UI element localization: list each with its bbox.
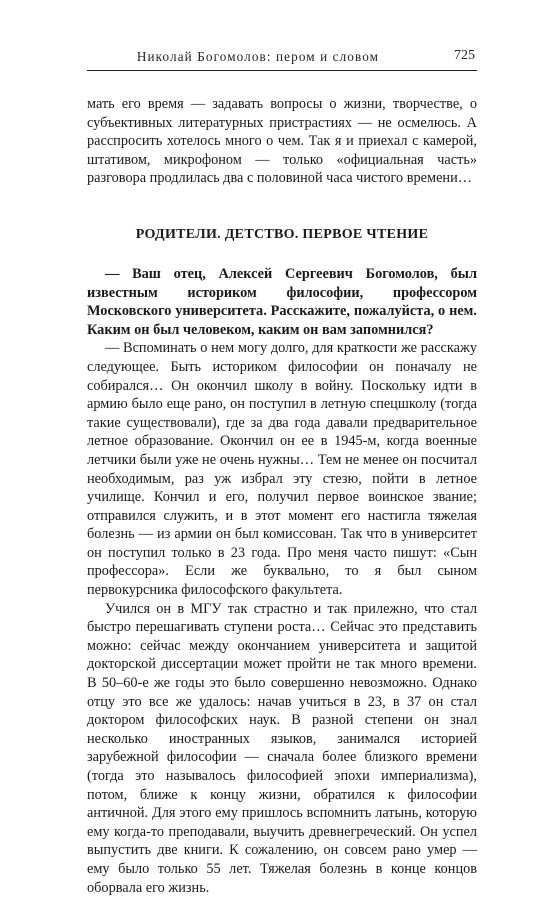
page-number: 725 [454, 48, 475, 63]
page-header [87, 46, 477, 71]
answer-paragraph-2: Учился он в МГУ так страстно и так прилежно, что стал быстро перешагивать ступени роста… Сейчас это представить можно: сейчас между окончанием университета и защитой докторской диссертации может пройти не так много времени. В 50–60-е же годы это было совершенно невозможно. Однако отцу это все же удалось: начав учиться в 23, в 37 он стал доктором философских наук. В разной степени он знал несколько иностранных языков, занимался историей зарубежной философии — сначала более близкого времени (тогда это называлось философией эпохи империализма), потом, ближе к концу жизни, обратился к философии античной. Для этого ему пришлось вспомнить латынь, которую ему когда-то преподавали, выучить древнегреческий. Он успел выпустить две книги. К сожалению, он совсем рано умер — ему было только 55 лет. Тяжелая болезнь в конце концов оборвала его жизнь. [87, 600, 477, 896]
page-body [87, 95, 477, 897]
intro-paragraph: мать его время — задавать вопросы о жизни, творчестве, о субъективных литературных пристрастиях — не осмелюсь. А расспросить хотелось много о чем. Так я и приехал с камерой, штативом, микрофоном — только «официальная часть» разговора продлилась два с половиной часа чистого времени… [87, 96, 477, 187]
section-title: РОДИТЕЛИ. ДЕТСТВО. ПЕРВОЕ ЧТЕНИЕ [135, 226, 429, 242]
running-title: Николай Богомолов: пером и словом [136, 49, 380, 64]
answer-paragraph-1: — Вспоминать о нем могу долго, для краткости же расскажу следующее. Быть историком философии он поначалу не собирался… Он окончил школу в войну. Поскольку идти в армию было еще рано, он поступил в летную спецшколу (тогда такие существовали), где за два года давали предварительное летное образование. Окончил он ее в 1945-м, когда военные летчики были уже не очень нужны… Тем не менее он посчитал необходимым, раз уж избрал эту стезю, пойти в летное училище. Кончил и его, получил первое воинское звание; отправился служить, и в этот момент его настигла тяжелая болезнь — из армии он был комиссован. Так что в университет он поступил только в 23 года. Про меня часто пишут: «Сын профессора». Если же буквально, то я был сыном первокурсника философского факультета. [87, 340, 477, 599]
interview-question: — Ваш отец, Алексей Сергеевич Богомолов, был известным историком философии, профессором Московского университета. Расскажите, пожалуйста, о нем. Каким он был человеком, каким он вам запомнился? [87, 265, 477, 338]
